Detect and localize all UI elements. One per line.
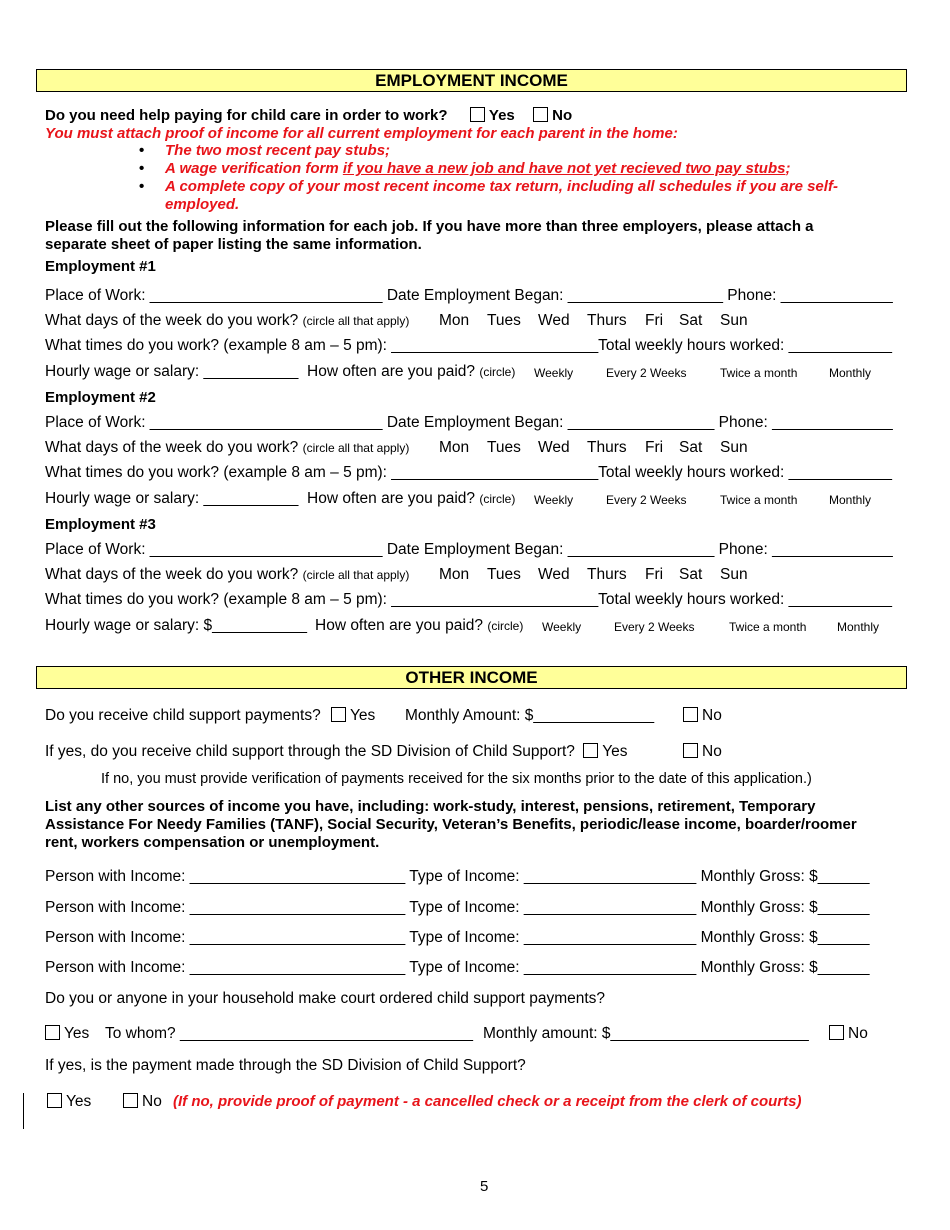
day-tues[interactable]: Tues [487,566,521,583]
sd-division-question: If yes, do you receive child support through the SD Division of Child Support? Yes [45,743,628,760]
requirement-item: • A complete copy of your most recent income tax return, including all schedules if you are self-employed. [135,178,875,214]
sd-no-checkbox[interactable] [683,743,698,758]
place-of-work-field[interactable]: Place of Work: ___________________________ Date Employment Began: _________________ Phone: ______________ [45,414,893,431]
page-number: 5 [480,1178,489,1195]
freq-weekly[interactable]: Weekly [534,493,574,507]
day-fri[interactable]: Fri [645,566,664,583]
freq-weekly[interactable]: Weekly [542,620,582,634]
verification-note: If no, you must provide verification of payments received for the six months prior to the date of this application.) [101,771,812,787]
court-monthly-amount-field[interactable]: Monthly amount: $_______________________ [483,1025,809,1042]
monthly-amount-field[interactable]: Monthly Amount: $______________ [405,707,655,724]
freq-every-2-weeks[interactable]: Every 2 Weeks [606,493,687,507]
day-sat[interactable]: Sat [679,566,703,583]
work-times-field[interactable]: What times do you work? (example 8 am – 5 pm): ________________________Total weekly hours worked: ____________ [45,337,893,354]
pay-frequency-question: How often are you paid? (circle) [307,490,516,507]
other-sources-line-1: List any other sources of income you have, including: work-study, interest, pensions, retirement, Temporary [45,798,816,815]
person-income-row[interactable]: Person with Income: _________________________ Type of Income: ____________________ Monthly Gross: $______ [45,899,870,916]
person-income-row[interactable]: Person with Income: _________________________ Type of Income: ____________________ Monthly Gross: $______ [45,929,870,946]
freq-monthly[interactable]: Monthly [837,620,880,634]
instructions-line-1: Please fill out the following information for each job. If you have more than three employers, please attach a [45,218,814,235]
cs-no-option: No [683,707,722,725]
person-income-row[interactable]: Person with Income: _________________________ Type of Income: ____________________ Monthly Gross: $______ [45,868,870,885]
childcare-yes-label: Yes [488,107,515,124]
employment-3-title: Employment #3 [45,516,156,533]
freq-monthly[interactable]: Monthly [829,493,872,507]
work-times-field[interactable]: What times do you work? (example 8 am – 5 pm): ________________________Total weekly hours worked: ____________ [45,591,893,608]
day-wed[interactable]: Wed [538,439,570,456]
payment-yes-option: Yes [47,1093,91,1111]
childcare-question-text: Do you need help paying for child care in order to work? [45,107,448,124]
other-income-header: OTHER INCOME [36,666,907,689]
day-thurs[interactable]: Thurs [587,312,627,329]
wage-field[interactable]: Hourly wage or salary: ___________ [45,490,299,507]
day-mon[interactable]: Mon [439,566,470,583]
wage-field[interactable]: Hourly wage or salary: $___________ [45,617,307,634]
employment-2-title: Employment #2 [45,389,156,406]
day-sun[interactable]: Sun [720,439,748,456]
requirement-item: • The two most recent pay stubs; [135,142,875,160]
work-days-row: What days of the week do you work? (circle all that apply) [45,312,410,329]
child-support-question: Do you receive child support payments? Yes [45,707,376,724]
cs-yes-checkbox[interactable] [331,707,346,722]
court-no-option: No [829,1025,868,1043]
work-times-field[interactable]: What times do you work? (example 8 am – 5 pm): ________________________Total weekly hours worked: ____________ [45,464,893,481]
freq-twice-month[interactable]: Twice a month [729,620,807,634]
payment-no-option: No [123,1093,162,1111]
day-wed[interactable]: Wed [538,312,570,329]
day-thurs[interactable]: Thurs [587,566,627,583]
childcare-question [45,107,572,124]
day-tues[interactable]: Tues [487,312,521,329]
sd-no-option: No [683,743,722,761]
employment-1-title: Employment #1 [45,258,156,275]
day-fri[interactable]: Fri [645,439,664,456]
payment-no-checkbox[interactable] [123,1093,138,1108]
court-no-checkbox[interactable] [829,1025,844,1040]
court-yes-checkbox[interactable] [45,1025,60,1040]
person-income-row[interactable]: Person with Income: _________________________ Type of Income: ____________________ Monthly Gross: $______ [45,959,870,976]
day-sun[interactable]: Sun [720,312,748,329]
freq-weekly[interactable]: Weekly [534,366,574,380]
attach-proof-notice: You must attach proof of income for all current employment for each parent in the home: [45,125,678,142]
margin-change-bar [23,1093,24,1129]
requirements-list [135,142,875,214]
requirement-item: • A wage verification form if you have a new job and have not yet recieved two pay stubs; [135,160,875,178]
day-mon[interactable]: Mon [439,312,470,329]
freq-every-2-weeks[interactable]: Every 2 Weeks [606,366,687,380]
other-sources-line-3: rent, workers compensation or unemployment. [45,834,380,851]
place-of-work-field[interactable]: Place of Work: ___________________________ Date Employment Began: __________________ Phone: _____________ [45,287,893,304]
freq-monthly[interactable]: Monthly [829,366,872,380]
freq-twice-month[interactable]: Twice a month [720,493,798,507]
cs-no-checkbox[interactable] [683,707,698,722]
day-fri[interactable]: Fri [645,312,664,329]
childcare-no-label: No [552,107,573,124]
payment-yes-checkbox[interactable] [47,1093,62,1108]
childcare-no-checkbox[interactable] [533,107,548,122]
day-tues[interactable]: Tues [487,439,521,456]
day-mon[interactable]: Mon [439,439,470,456]
freq-every-2-weeks[interactable]: Every 2 Weeks [614,620,695,634]
court-ordered-question: Do you or anyone in your household make court ordered child support payments? [45,990,606,1007]
work-days-row: What days of the week do you work? (circle all that apply) [45,566,410,583]
to-whom-field[interactable]: To whom? __________________________________ [105,1025,474,1042]
other-sources-line-2: Assistance For Needy Families (TANF), Social Security, Veteran’s Benefits, periodic/lease income, boarder/roomer [45,816,857,833]
pay-frequency-question: How often are you paid? (circle) [307,363,516,380]
freq-twice-month[interactable]: Twice a month [720,366,798,380]
court-yes-option: Yes [45,1025,89,1043]
work-days-row: What days of the week do you work? (circle all that apply) [45,439,410,456]
day-sat[interactable]: Sat [679,312,703,329]
day-sat[interactable]: Sat [679,439,703,456]
wage-field[interactable]: Hourly wage or salary: ___________ [45,363,299,380]
employment-income-header: EMPLOYMENT INCOME [36,69,907,92]
sd-payment-question: If yes, is the payment made through the SD Division of Child Support? [45,1057,526,1074]
day-sun[interactable]: Sun [720,566,748,583]
childcare-yes-checkbox[interactable] [470,107,485,122]
day-wed[interactable]: Wed [538,566,570,583]
day-thurs[interactable]: Thurs [587,439,627,456]
instructions-line-2: separate sheet of paper listing the same information. [45,236,422,253]
pay-frequency-question: How often are you paid? (circle) [315,617,524,634]
place-of-work-field[interactable]: Place of Work: ___________________________ Date Employment Began: _________________ Phone: ______________ [45,541,893,558]
proof-of-payment-note: (If no, provide proof of payment - a cancelled check or a receipt from the clerk of courts) [173,1093,802,1110]
sd-yes-checkbox[interactable] [583,743,598,758]
